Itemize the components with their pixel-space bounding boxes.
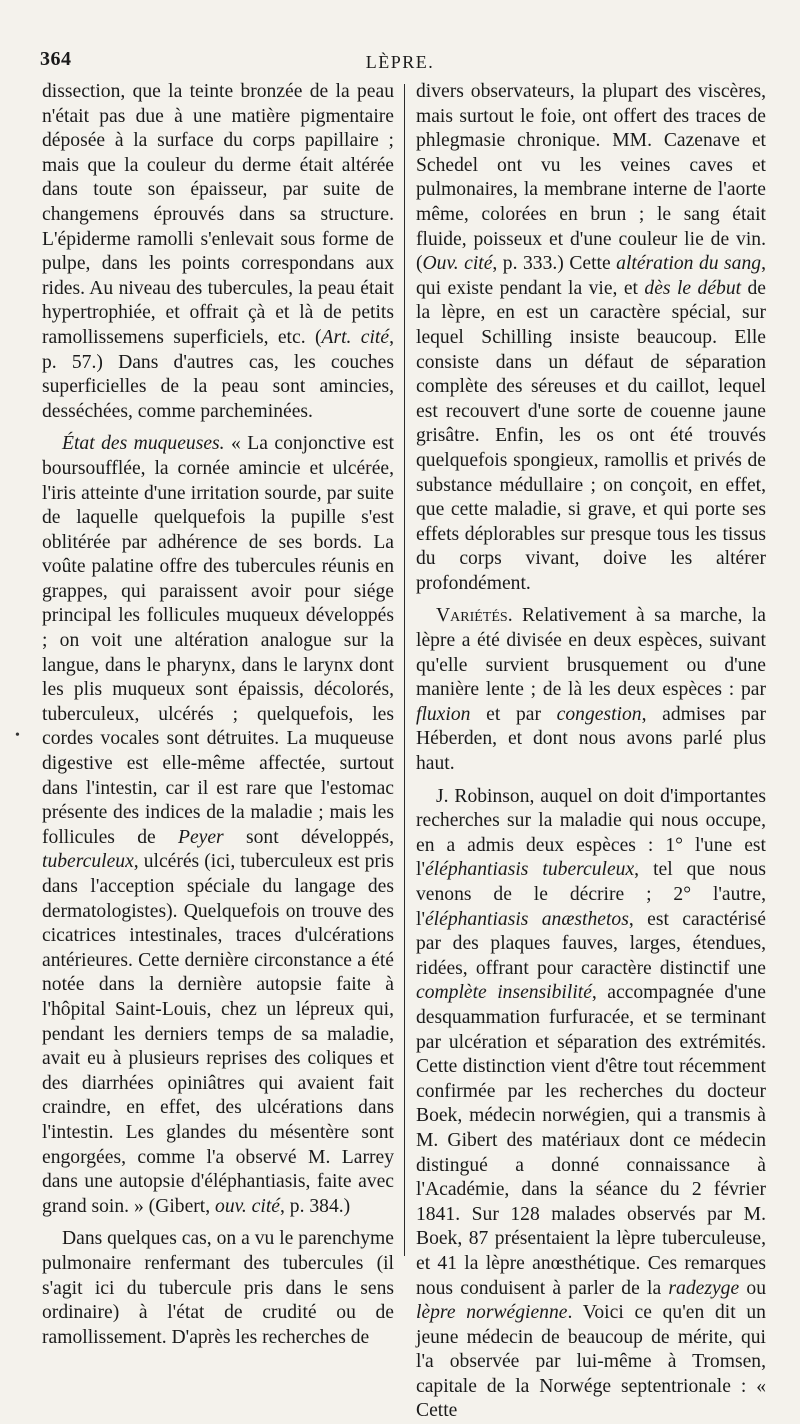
column-divider [404,84,405,1256]
right-paragraph-3: J. Robinson, auquel on doit d'importantes recherches sur la maladie qui nous occupe, en a admis deux espèces : 1° l'une est l'éléphantiasis tuberculeux, tel que nous venons de le décrire ; 2° l'autre, l'éléphantiasis anæsthetos, est caractérisé par des plaques fauves, larges, étendues, ridées, offrant pour caractère distinctif une complète insensibilité, accompagnée d'une desquammation furfuracée, et se terminant par ulcération et séparation des extrémités. Cette distinction vient d'être tout récemment confirmée par les recherches du docteur Boek, médecin norwégien, qui a transmis à M. Gibert des matériaux dont ce médecin distingué a donné connaissance à l'Académie, dans la séance du 2 février 1841. Sur 128 malades observés par M. Boek, 87 présentaient la lèpre tuberculeuse, et 41 la lèpre anœsthétique. Ces remarques nous conduisent à parler de la radezyge ou lèpre norwégienne. Voici ce qu'en dit un jeune médecin de beaucoup de mérite, qui l'a observée par lui-même à Tromsen, capitale de la Norwége septentrionale : « Cette [416,785,767,1422]
section-heading-varietes: Variétés. [436,605,513,627]
right-column [416,80,766,1424]
margin-mark: • [15,728,20,743]
right-paragraph-2: Variétés. Relativement à sa marche, la lèpre a été divisée en deux espèces, suivant qu'elle survient brusquement ou d'une manière lente ; de là les deux espèces : par fluxion et par congestion, admises par Héberden, et dont nous avons parlé plus haut. [416,605,766,775]
page-number: 364 [40,48,72,70]
left-column [42,80,394,1350]
section-heading-muqueuses: État des muqueuses. [62,433,225,455]
running-title: LÈPRE. [365,52,435,72]
left-paragraph-1: dissection, que la teinte bronzée de la peau n'était pas due à une matière pigmentaire déposée à la surface du corps papillaire ; mais que la couleur du derme était altérée dans toute son épaisseur, par suite de changemens éprouvés dans sa structure. L'épiderme ramolli s'enlevait sous forme de pulpe, dans les points correspondans aux rides. Au niveau des tubercules, la peau était hypertrophiée, et offrait çà et là de petits ramollissemens superficiels, etc. (Art. cité, p. 57.) Dans d'autres cas, les couches superficielles de la peau sont amincies, desséchées, comme parcheminées. [42,81,394,422]
left-paragraph-3: Dans quelques cas, on a vu le parenchyme pulmonaire renfermant des tubercules (il s'agit ici du tubercule pris dans le sens ordinaire) à l'état de crudité ou de ramollissement. D'après les recherches de [42,1228,394,1348]
right-paragraph-1: divers observateurs, la plupart des viscères, mais surtout le foie, ont offert des traces de phlegmasie chronique. MM. Cazenave et Schedel ont vu les veines caves et pulmonaires, la membrane interne de l'aorte même, colorées en brun ; le sang était fluide, poisseux et d'une couleur lie de vin. (Ouv. cité, p. 333.) Cette altération du sang, qui existe pendant la vie, et dès le début de la lèpre, en est un caractère spécial, sur lequel Schilling insiste beaucoup. Elle consiste dans un défaut de séparation complète des séreuses et du caillot, lequel est recouvert d'une sorte de couenne jaune grisâtre. Enfin, les os ont été trouvés quelquefois spongieux, ramollis et privés de substance médullaire ; on conçoit, en effet, que cette maladie, si grave, et qui porte ses effets déplorables sur presque tous les tissus du corps vivant, doive les altérer profondément. [416,81,766,594]
left-paragraph-2: État des muqueuses. « La conjonctive est boursoufflée, la cornée amincie et ulcérée, l'iris atteinte d'une irritation sourde, par suite de laquelle quelquefois la pupille s'est oblitérée par adhérence de ses bords. La voûte palatine offre des tubercules réunis en grappes, qui paraissent avoir pour siége principal les follicules muqueux développés ; on voit une altération analogue sur la langue, dans le pharynx, dans le larynx dont les plis muqueux sont épaissis, décolorés, tuberculeux, ulcérés ; quelquefois, les cordes vocales sont détruites. La muqueuse digestive est elle-même affectée, surtout dans l'intestin, car il est rare que l'estomac présente des indices de la maladie ; mais les follicules de Peyer sont développés, tuberculeux, ulcérés (ici, tuberculeux est pris dans l'acception spéciale du langage des dermatologistes). Quelquefois on trouve des cicatrices intestinales, traces d'ulcérations antérieures. Cette dernière circonstance a été notée dans la dernière autopsie faite à l'hôpital Saint-Louis, chez un lépreux qui, pendant les derniers temps de sa maladie, avait eu à plusieurs reprises des coliques et des diarrhées opiniâtres qui avaient fait craindre, en effet, des ulcérations dans l'intestin. Les glandes du mésentère sont engorgées, comme l'a observé M. Larrey dans une autopsie d'éléphantiasis, faite avec grand soin. » (Gibert, ouv. cité, p. 384.) [42,433,394,1217]
